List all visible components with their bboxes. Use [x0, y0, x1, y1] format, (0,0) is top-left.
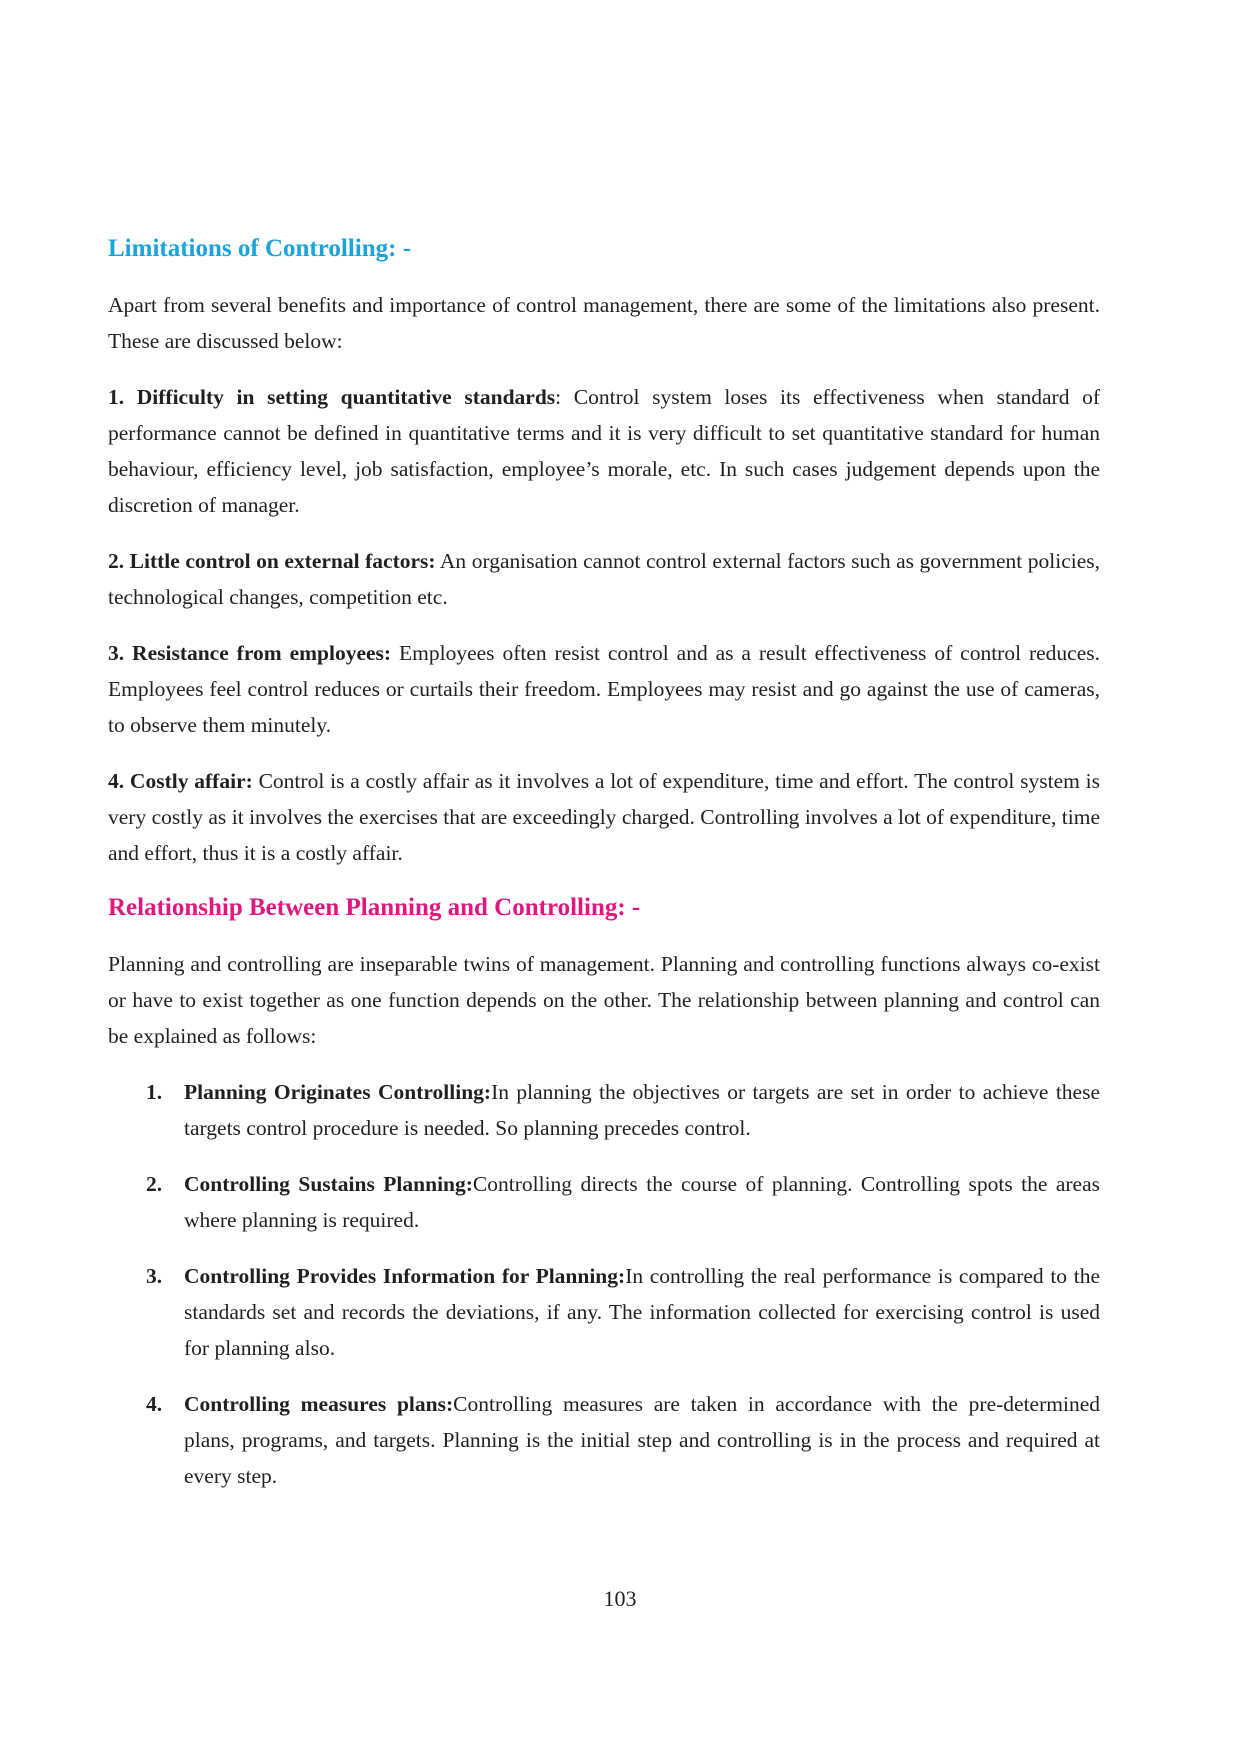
- relationship-item-text: [184, 1258, 1100, 1366]
- relationship-heading: Relationship Between Planning and Controlling: -: [108, 894, 641, 921]
- limitation-item-title: 2. Little control on external factors:: [108, 549, 436, 573]
- relationship-item-title: Controlling Provides Information for Planning:: [184, 1264, 626, 1288]
- relationship-item-3: [108, 1258, 1100, 1366]
- relationship-item-text: [184, 1386, 1100, 1494]
- limitation-item-title: 3. Resistance from employees:: [108, 641, 392, 665]
- limitation-item-title: 1. Difficulty in setting quantitative standards: [108, 385, 556, 409]
- limitation-item-2: [108, 543, 1100, 615]
- page-number: 103: [603, 1586, 637, 1611]
- limitation-item-3: [108, 635, 1100, 743]
- limitation-item-4: [108, 763, 1100, 871]
- list-number: 4.: [146, 1392, 163, 1416]
- limitations-heading: Limitations of Controlling: -: [108, 235, 412, 262]
- relationship-item-body: In planning the objectives or targets are set in order to achieve these targets control procedure is needed. So planning precedes control.: [184, 1080, 1101, 1140]
- relationship-item-2: [108, 1166, 1100, 1238]
- limitation-item-title: 4. Costly affair:: [108, 769, 253, 793]
- relationship-item-body: Controlling directs the course of planning. Controlling spots the areas where planning is required.: [184, 1172, 1100, 1232]
- limitation-item-text: : Control system loses its effectiveness when standard of performance cannot be defined in quantitative terms and it is very difficult to set quantitative standard for human behaviour, efficiency level, job satisfaction, employee’s morale, etc. In such cases judgement depends upon the discretion of manager.: [108, 385, 1100, 517]
- relationship-item-text: [184, 1074, 1100, 1146]
- limitations-intro: Apart from several benefits and importance of control management, there are some of the limitations also present. These are discussed below:: [108, 293, 1100, 353]
- list-number: 2.: [146, 1172, 163, 1196]
- limitation-item-text: Employees often resist control and as a result effectiveness of control reduces. Employees feel control reduces or curtails their freedom. Employees may resist and go against the use of cameras, to observe them minutely.: [108, 641, 1100, 737]
- relationship-item-1: [108, 1074, 1100, 1146]
- relationship-list: [108, 1074, 1100, 1494]
- list-number: 1.: [146, 1080, 163, 1104]
- relationship-item-title: Controlling measures plans:: [184, 1392, 454, 1416]
- limitation-item-1: [108, 379, 1100, 523]
- list-number: 3.: [146, 1264, 163, 1288]
- limitation-item-text: An organisation cannot control external factors such as government policies, technological changes, competition etc.: [108, 549, 1101, 609]
- relationship-item-text: [184, 1166, 1100, 1238]
- relationship-item-body: In controlling the real performance is compared to the standards set and records the deviations, if any. The information collected for exercising control is used for planning also.: [184, 1264, 1100, 1360]
- relationship-item-4: [108, 1386, 1100, 1494]
- relationship-item-body: Controlling measures are taken in accordance with the pre-determined plans, programs, and targets. Planning is the initial step and controlling is in the process and required at every step.: [184, 1392, 1100, 1488]
- relationship-item-title: Planning Originates Controlling:: [184, 1080, 492, 1104]
- page-content: [108, 232, 1100, 1514]
- relationship-item-title: Controlling Sustains Planning:: [184, 1172, 473, 1196]
- limitation-item-text: Control is a costly affair as it involves a lot of expenditure, time and effort. The control system is very costly as it involves the exercises that are exceedingly charged. Controlling involves a lot of expenditure, time and effort, thus it is a costly affair.: [108, 769, 1100, 865]
- relationship-intro: Planning and controlling are inseparable twins of management. Planning and controlling functions always co-exist or have to exist together as one function depends on the other. The relationship between planning and control can be explained as follows:: [108, 952, 1100, 1048]
